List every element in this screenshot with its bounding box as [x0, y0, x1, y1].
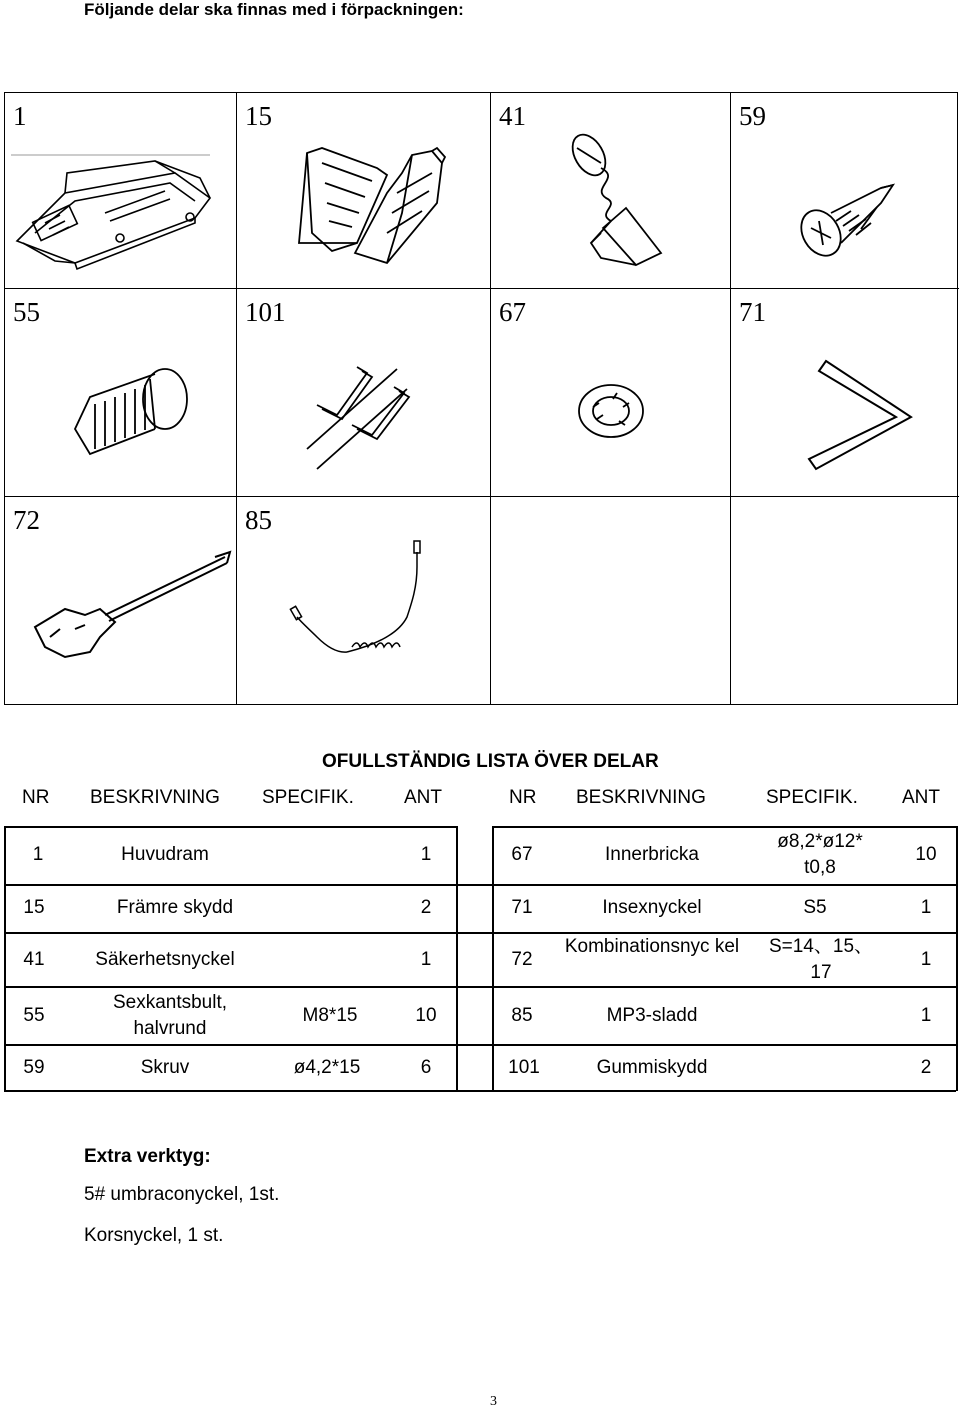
extra-tools-title: Extra verktyg:	[84, 1146, 211, 1167]
cell-spec: S5	[803, 897, 827, 918]
part-cell	[237, 289, 491, 497]
mp3-cable-icon	[237, 497, 491, 705]
part-number: 41	[499, 101, 526, 131]
safety-key-icon	[491, 93, 731, 289]
cell-description: MP3-sladd	[606, 1005, 698, 1026]
cell-qty: 2	[420, 897, 432, 918]
part-cell	[491, 93, 731, 289]
part-cell	[237, 93, 491, 289]
cell-description: Sexkantsbult, halvrund	[112, 992, 228, 1039]
cell-description: Kombinationsnyc kel	[564, 936, 740, 957]
cell-qty: 1	[420, 844, 432, 865]
cell-qty: 10	[915, 844, 937, 865]
part-cell	[237, 497, 491, 705]
part-number: 101	[245, 297, 286, 327]
part-cell	[731, 289, 959, 497]
cell-description: Säkerhetsnyckel	[95, 949, 235, 970]
cell-qty: 1	[920, 949, 932, 970]
header-nr: NR	[509, 787, 537, 808]
cell-nr: 71	[511, 897, 533, 918]
part-number: 67	[499, 297, 526, 327]
cell-description: Främre skydd	[116, 897, 234, 918]
cell-nr: 1	[32, 844, 44, 865]
cell-description: Insexnyckel	[602, 897, 702, 918]
part-cell	[5, 93, 237, 289]
header-spec: SPECIFIK.	[262, 787, 354, 808]
parts-list-title: OFULLSTÄNDIG LISTA ÖVER DELAR	[322, 751, 659, 772]
front-guard-icon	[237, 93, 491, 289]
cell-qty: 10	[415, 1005, 437, 1026]
cell-description: Skruv	[140, 1057, 190, 1078]
cell-description: Gummiskydd	[596, 1057, 708, 1078]
part-cell	[5, 289, 237, 497]
cell-spec: M8*15	[302, 1005, 358, 1026]
header-nr: NR	[22, 787, 50, 808]
cell-spec: S=14、15、 17	[768, 936, 874, 983]
cell-spec: ø8,2*ø12* t0,8	[777, 831, 863, 878]
cell-nr: 59	[23, 1057, 45, 1078]
parts-grid	[4, 92, 958, 705]
cell-nr: 72	[511, 949, 533, 970]
cell-nr: 55	[23, 1005, 45, 1026]
part-number: 85	[245, 505, 272, 535]
empty-cell	[731, 497, 959, 705]
header-qty: ANT	[902, 787, 940, 808]
part-number: 71	[739, 297, 766, 327]
combination-wrench-icon	[5, 497, 237, 705]
allen-key-icon	[731, 289, 959, 497]
cell-nr: 67	[511, 844, 533, 865]
cell-nr: 85	[511, 1005, 533, 1026]
header-description: BESKRIVNING	[576, 787, 706, 808]
part-cell	[5, 497, 237, 705]
cell-nr: 15	[23, 897, 45, 918]
page-heading: Följande delar ska finnas med i förpackningen:	[84, 0, 464, 19]
cell-nr: 41	[23, 949, 45, 970]
cell-description: Innerbricka	[605, 844, 699, 865]
part-number: 72	[13, 505, 40, 535]
cell-qty: 1	[920, 897, 932, 918]
cell-qty: 2	[920, 1057, 932, 1078]
header-description: BESKRIVNING	[90, 787, 220, 808]
extra-tool-item: 5# umbraconyckel, 1st.	[84, 1184, 280, 1205]
header-qty: ANT	[404, 787, 442, 808]
part-number: 59	[739, 101, 766, 131]
page-number: 3	[490, 1394, 497, 1409]
inner-washer-icon	[491, 289, 731, 497]
cell-nr: 101	[508, 1057, 540, 1078]
hex-bolt-icon	[5, 289, 237, 497]
cell-description: Huvudram	[121, 844, 209, 865]
part-cell	[491, 289, 731, 497]
header-spec: SPECIFIK.	[766, 787, 858, 808]
part-number: 55	[13, 297, 40, 327]
empty-cell	[491, 497, 731, 705]
treadmill-icon	[5, 93, 237, 289]
part-number: 15	[245, 101, 272, 131]
part-cell	[731, 93, 959, 289]
extra-tool-item: Korsnyckel, 1 st.	[84, 1225, 224, 1246]
cell-qty: 6	[420, 1057, 432, 1078]
cell-spec: ø4,2*15	[293, 1057, 361, 1078]
part-number: 1	[13, 101, 27, 131]
cell-qty: 1	[920, 1005, 932, 1026]
rubber-guard-icon	[237, 289, 491, 497]
cell-qty: 1	[420, 949, 432, 970]
screw-icon	[731, 93, 959, 289]
